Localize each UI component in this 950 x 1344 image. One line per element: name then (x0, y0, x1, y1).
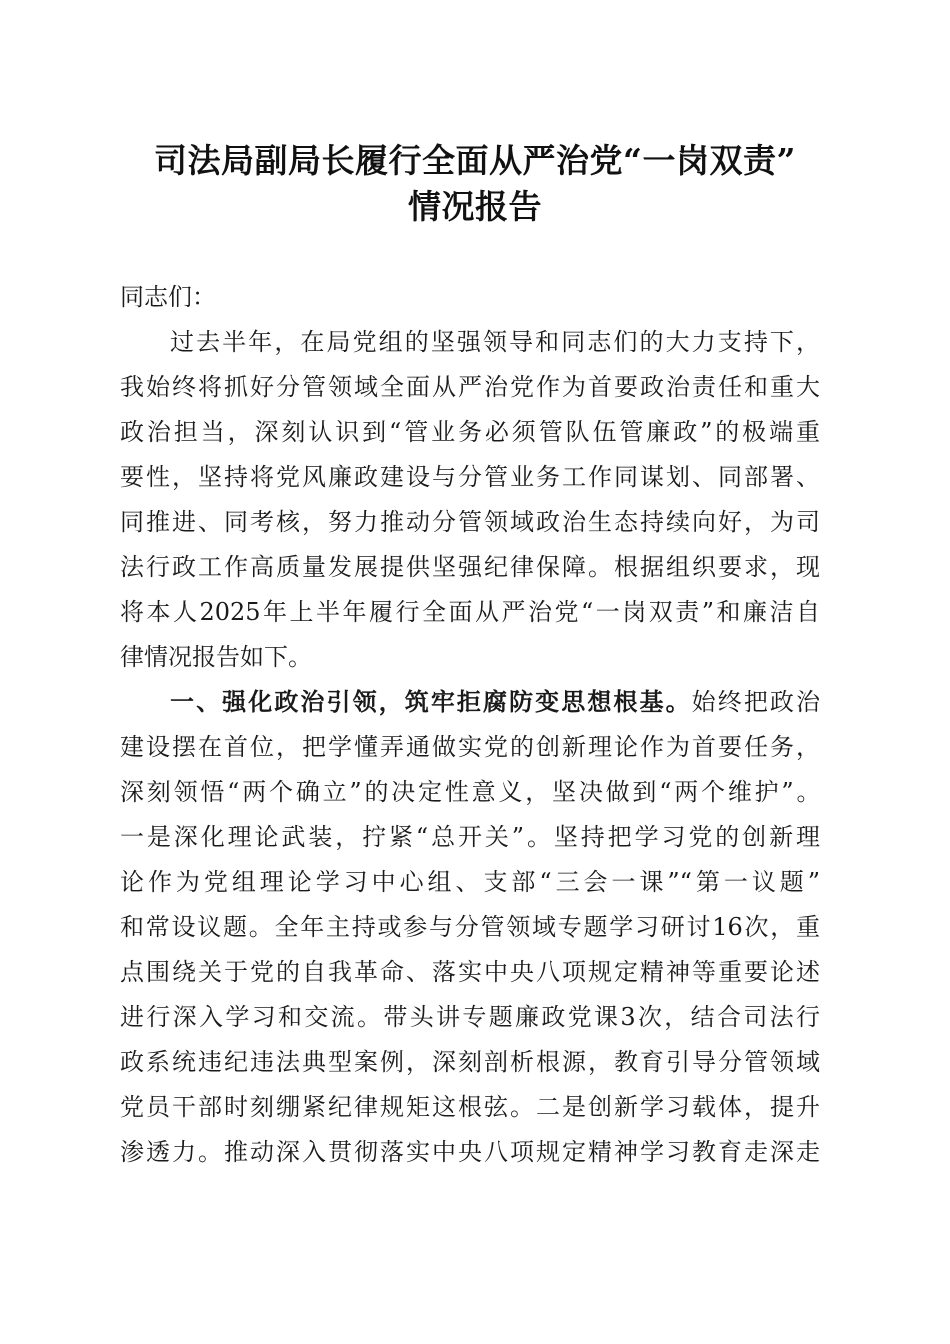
section-1-line-4: 一是深化理论武装，拧紧“总开关”。坚持把学习党的创新理 (120, 823, 820, 851)
section-1-line-8: 进行深入学习和交流。带头讲专题廉政党课3次，结合司法行 (120, 1003, 820, 1031)
paragraph-1-line-8: 律情况报告如下。 (120, 643, 312, 671)
salutation: 同志们： (120, 283, 216, 311)
section-1-first-line-tail: 始终把政治 (691, 688, 821, 716)
section-1-line-11: 渗透力。推动深入贯彻落实中央八项规定精神学习教育走深走 (120, 1138, 820, 1166)
section-1-first-line (170, 681, 820, 724)
paragraph-1-line-6: 法行政工作高质量发展提供坚强纪律保障。根据组织要求，现 (120, 553, 820, 581)
section-1-heading: 一、强化政治引领，筑牢拒腐防变思想根基。 (170, 688, 692, 716)
section-1-line-2: 建设摆在首位，把学懂弄通做实党的创新理论作为首要任务， (120, 733, 820, 761)
paragraph-1-line-3: 政治担当，深刻认识到“管业务必须管队伍管廉政”的极端重 (120, 418, 820, 446)
paragraph-1-line-7: 将本人2025年上半年履行全面从严治党“一岗双责”和廉洁自 (120, 598, 820, 626)
section-1-line-9: 政系统违纪违法典型案例，深刻剖析根源，教育引导分管领域 (120, 1048, 820, 1076)
section-1-line-7: 点围绕关于党的自我革命、落实中央八项规定精神等重要论述 (120, 958, 820, 986)
document-title-line-1: 司法局副局长履行全面从严治党“一岗双责” (154, 141, 796, 180)
paragraph-1-line-4: 要性，坚持将党风廉政建设与分管业务工作同谋划、同部署、 (120, 463, 820, 491)
paragraph-1-line-5: 同推进、同考核，努力推动分管领域政治生态持续向好，为司 (120, 508, 820, 536)
paragraph-1-line-1: 过去半年，在局党组的坚强领导和同志们的大力支持下， (170, 328, 820, 356)
section-1-line-6: 和常设议题。全年主持或参与分管领域专题学习研讨16次，重 (120, 913, 820, 941)
document-title-line-2: 情况报告 (408, 187, 542, 226)
section-1-line-5: 论作为党组理论学习中心组、支部“三会一课”“第一议题” (120, 868, 820, 896)
paragraph-1-line-2: 我始终将抓好分管领域全面从严治党作为首要政治责任和重大 (120, 373, 820, 401)
section-1-line-10: 党员干部时刻绷紧纪律规矩这根弦。二是创新学习载体，提升 (120, 1093, 820, 1121)
section-1-line-3: 深刻领悟“两个确立”的决定性意义，坚决做到“两个维护”。 (120, 778, 820, 806)
